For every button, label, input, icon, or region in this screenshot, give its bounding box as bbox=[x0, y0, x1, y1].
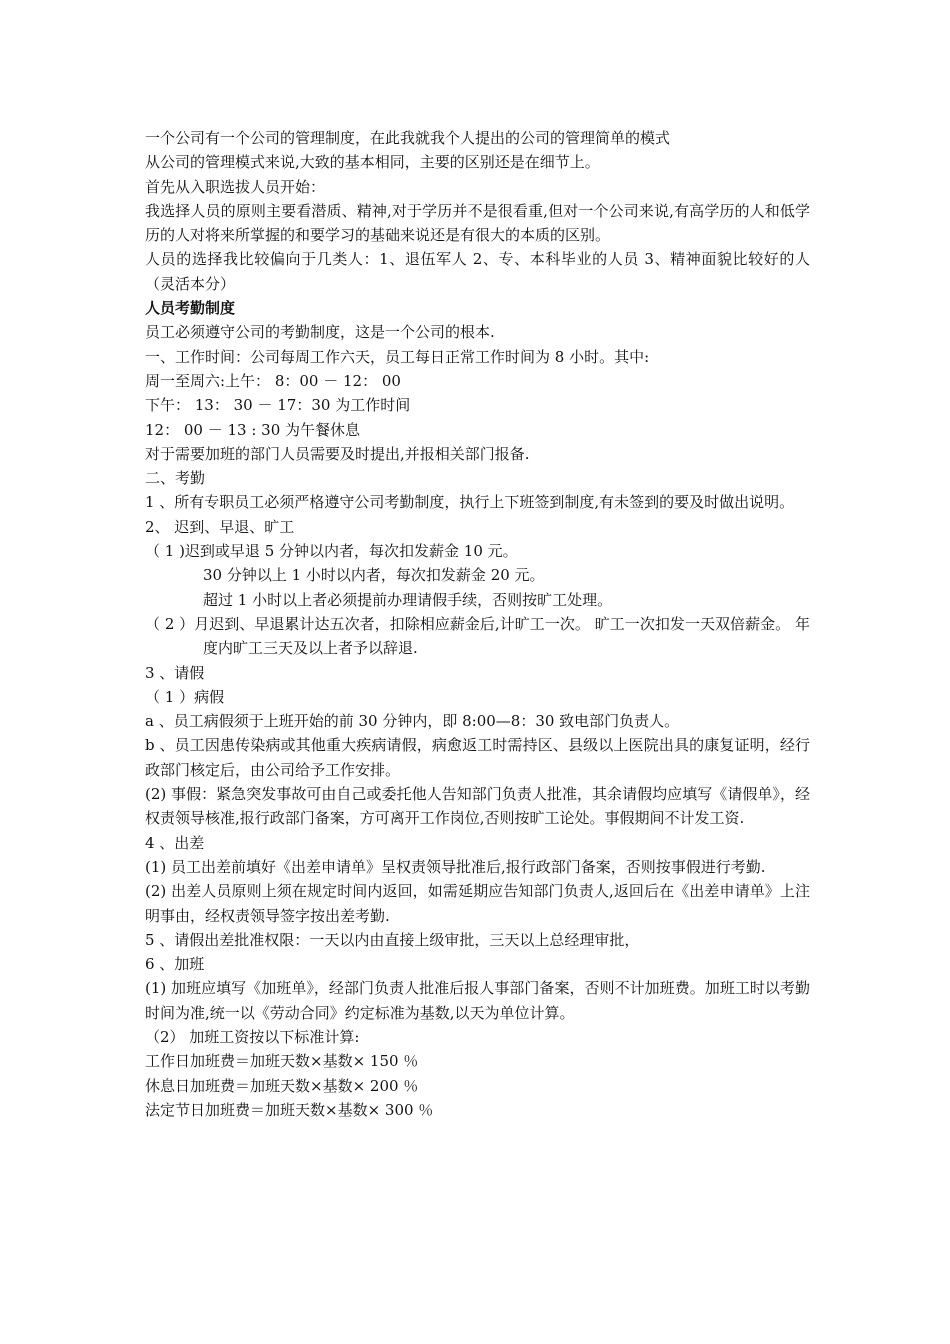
list-item: (1) 加班应填写《加班单》，经部门负责人批准后报人事部门备案，否则不计加班费。加班工时以考勤时间为准,统一以《劳动合同》约定标准为基数,以天为单位计算。 bbox=[145, 979, 810, 1022]
body-paragraph: 一、工作时间：公司每周工作六天，员工每日正常工作时间为 8 小时。其中: bbox=[145, 347, 650, 366]
section-heading: 人员考勤制度 bbox=[145, 299, 236, 318]
formula-line: 工作日加班费＝加班天数×基数× 150 ％ bbox=[145, 1052, 419, 1071]
list-item: (1) 员工出差前填好《出差申请单》呈权责领导批准后,报行政部门备案，否则按事假进行考勤. bbox=[145, 857, 766, 876]
list-item-indented: 超过 1 小时以上者必须提前办理请假手续，否则按旷工处理。 bbox=[203, 590, 613, 609]
list-item: （ 1 )迟到或早退 5 分钟以内者，每次扣发薪金 10 元。 bbox=[145, 542, 518, 561]
schedule-line: 下午： 13： 30 － 17：30 为工作时间 bbox=[145, 396, 411, 415]
document-body bbox=[145, 126, 810, 1122]
list-item: (2) 事假：紧急突发事故可由自己或委托他人告知部门负责人批准，其余请假均应填写《请假单》，经权责领导核准,报行政部门备案，方可离开工作岗位,否则按旷工论处。事假期间不计发工资. bbox=[145, 785, 810, 828]
intro-paragraph: 首先从入职选拔人员开始： bbox=[145, 177, 326, 196]
subsection-heading: 4 、出差 bbox=[145, 833, 205, 852]
schedule-line: 12： 00 － 13 : 30 为午餐休息 bbox=[145, 420, 361, 439]
list-item: （2） 加班工资按以下标准计算: bbox=[145, 1027, 360, 1046]
intro-paragraph: 人员的选择我比较偏向于几类人：1、退伍军人 2、专、本科毕业的人员 3、精神面貌比较好的人（灵活本分） bbox=[145, 250, 810, 293]
intro-paragraph: 一个公司有一个公司的管理制度，在此我就我个人提出的公司的管理简单的模式 bbox=[145, 129, 671, 147]
list-item-hanging: （ 2 ）月迟到、早退累计达五次者，扣除相应薪金后,计旷工一次。 旷工一次扣发一天双倍薪金。 年度内旷工三天及以上者予以辞退. bbox=[145, 614, 810, 658]
body-paragraph: 员工必须遵守公司的考勤制度，这是一个公司的根本. bbox=[145, 323, 495, 342]
body-paragraph: 1 、所有专职员工必须严格遵守公司考勤制度，执行上下班签到制度,有未签到的要及时做出说明。 bbox=[145, 493, 795, 512]
subsection-heading: 3 、请假 bbox=[145, 663, 205, 682]
body-paragraph: 对于需要加班的部门人员需要及时提出,并报相关部门报备. bbox=[145, 444, 530, 463]
list-item-indented: 30 分钟以上 1 小时以内者，每次扣发薪金 20 元。 bbox=[203, 566, 545, 585]
list-item: a 、员工病假须于上班开始的前 30 分钟内，即 8:00—8：30 致电部门负责人。 bbox=[145, 712, 680, 731]
list-item: b 、员工因患传染病或其他重大疾病请假，病愈返工时需持区、县级以上医院出具的康复证明，经行政部门核定后，由公司给予工作安排。 bbox=[145, 736, 810, 779]
intro-paragraph: 我选择人员的原则主要看潜质、精神,对于学历并不是很看重,但对一个公司来说,有高学历的人和低学历的人对将来所掌握的和要学习的基础来说还是有很大的本质的区别。 bbox=[145, 201, 810, 245]
list-item: （ 1 ）病假 bbox=[145, 687, 225, 706]
body-paragraph: 5 、请假出差批准权限：一天以内由直接上级审批，三天以上总经理审批， bbox=[145, 930, 640, 949]
intro-paragraph: 从公司的管理模式来说,大致的基本相同，主要的区别还是在细节上。 bbox=[145, 153, 600, 172]
subsection-heading: 2、 迟到、早退、旷工 bbox=[145, 517, 295, 536]
subsection-heading: 6 、加班 bbox=[145, 955, 205, 974]
schedule-line: 周一至周六:上午： 8：00 － 12： 00 bbox=[145, 371, 401, 390]
formula-line: 法定节日加班费＝加班天数×基数× 300 ％ bbox=[145, 1100, 434, 1119]
formula-line: 休息日加班费＝加班天数×基数× 200 ％ bbox=[145, 1076, 419, 1095]
list-item: (2) 出差人员原则上须在规定时间内返回，如需延期应告知部门负责人,返回后在《出差申请单》上注明事由，经权责领导签字按出差考勤. bbox=[145, 882, 810, 925]
subsection-heading: 二、考勤 bbox=[145, 469, 206, 488]
